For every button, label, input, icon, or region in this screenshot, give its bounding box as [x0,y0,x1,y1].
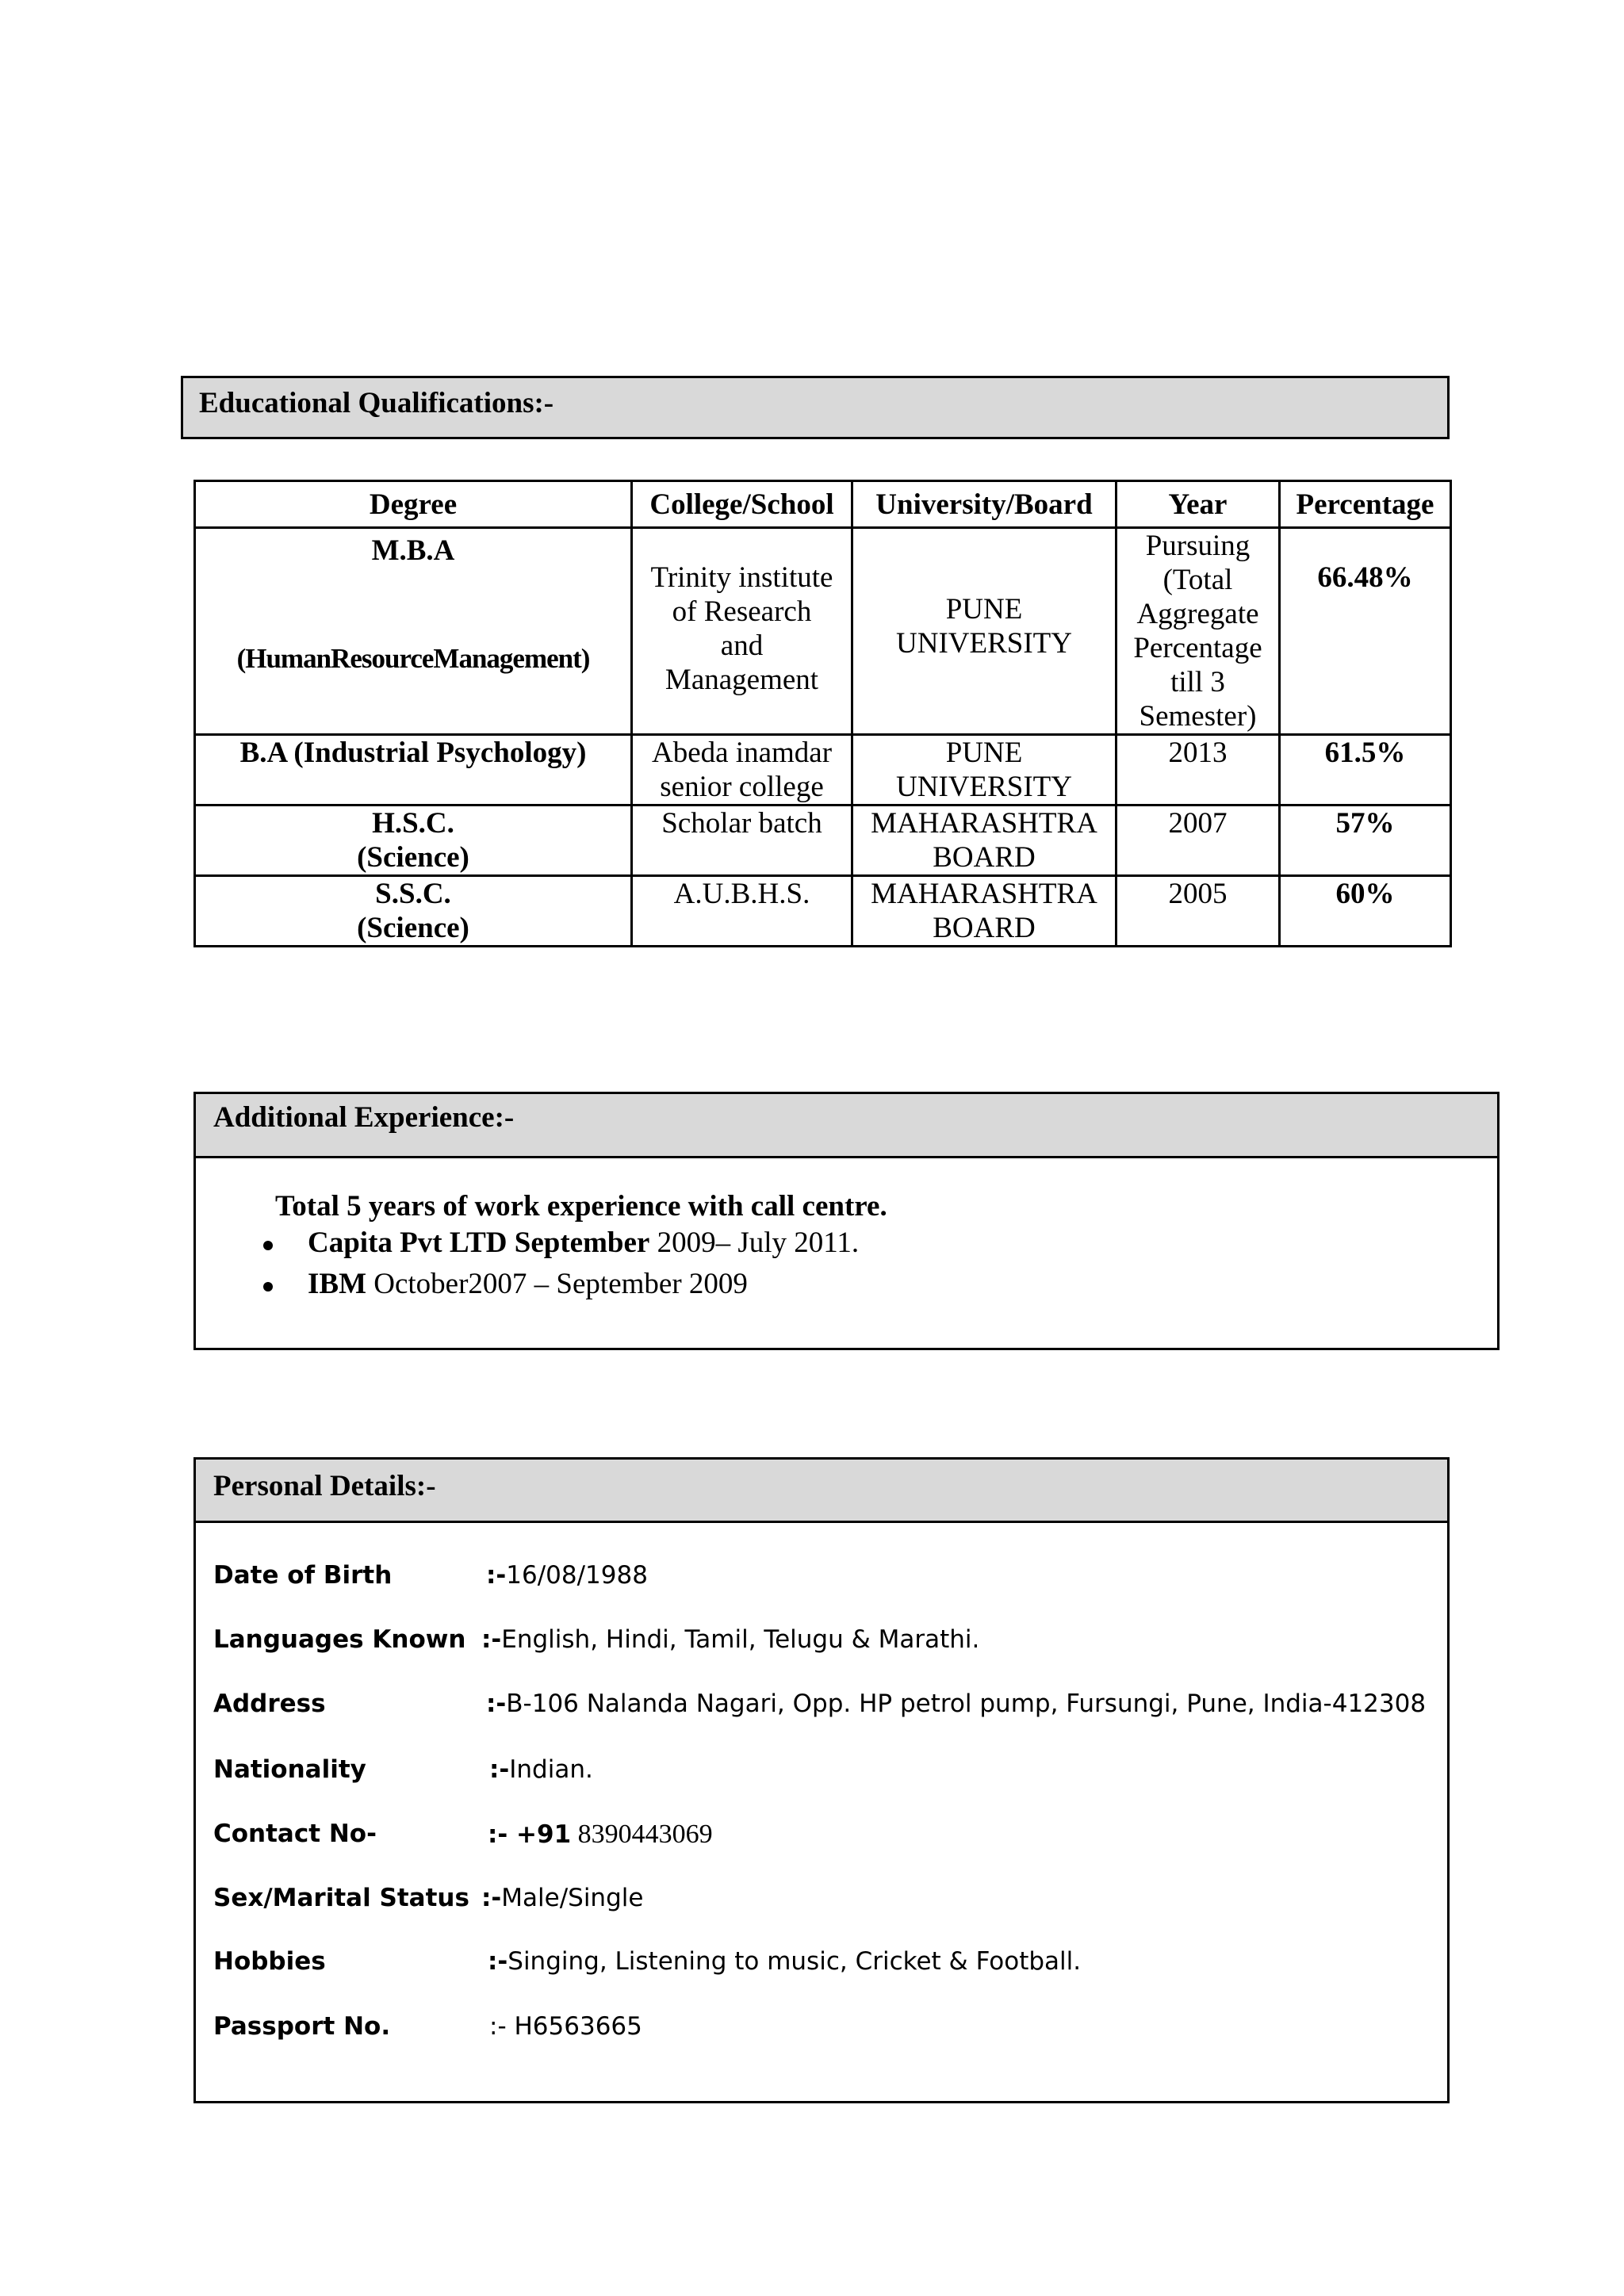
university-cell [852,528,1116,735]
university-line: MAHARASHTRA [871,807,1097,840]
university-cell [852,876,1116,947]
experience-item [263,1267,748,1301]
field-label: Nationality [213,1755,366,1784]
year-cell [1116,528,1280,735]
employment-period: 2009– July 2011. [649,1226,860,1259]
field-value: 16/08/1988 [506,1561,648,1590]
table-row [195,735,1451,806]
field-separator: :- [481,1625,502,1654]
year-cell: 2007 [1116,806,1280,876]
percentage-cell: 66.48% [1280,528,1451,735]
university-line: BOARD [933,841,1036,874]
field-label: Hobbies [213,1947,326,1976]
college-cell [632,528,852,735]
experience-heading: Additional Experience:- [213,1101,515,1134]
college-line: Trinity institute [650,561,833,594]
table-row [195,528,1451,735]
college-cell: A.U.B.H.S. [632,876,852,947]
company-name: IBM [308,1268,366,1300]
field-value: B-106 Nalanda Nagari, Opp. HP petrol pump, Fursungi, Pune, India-412308 [506,1689,1427,1718]
personal-section [193,1457,1450,2103]
field-value: Male/Single [501,1884,644,1912]
field-separator: :- +91 [488,1820,572,1849]
field-label: Languages Known [213,1625,466,1654]
year-line: Aggregate [1136,598,1259,630]
field-label: Date of Birth [213,1561,393,1590]
field-separator: :- [488,1947,508,1976]
field-separator: :- [481,1884,502,1912]
college-line: of Research [672,595,812,628]
personal-section-header [196,1460,1447,1523]
university-cell [852,735,1116,806]
field-label: Sex/Marital Status [213,1884,469,1912]
field-separator: :- [489,2012,507,2041]
field-label: Passport No. [213,2012,391,2041]
field-value: English, Hindi, Tamil, Telugu & Marathi. [501,1625,980,1654]
university-line: UNIVERSITY [896,627,1072,660]
degree-cell [195,806,632,876]
field-separator: :- [486,1689,507,1718]
college-cell [632,735,852,806]
degree-specialization: (HumanResourceManagement) [236,643,590,674]
bullet-icon [263,1241,273,1250]
column-header: Year [1116,481,1280,528]
experience-section [193,1092,1500,1350]
column-header: Degree [195,481,632,528]
year-line: Percentage [1133,632,1262,664]
personal-heading: Personal Details:- [213,1470,436,1502]
degree-specialization: (Science) [357,912,469,944]
year-line: Pursuing [1145,530,1251,562]
field-separator: :- [489,1755,510,1784]
percentage-cell: 61.5% [1280,735,1451,806]
employment-period: October2007 – September 2009 [366,1268,748,1300]
field-value: Indian. [509,1755,593,1784]
percentage-cell: 60% [1280,876,1451,947]
company-name: Capita Pvt LTD September [308,1226,650,1259]
experience-item [263,1226,859,1260]
field-separator: :- [486,1561,507,1590]
year-line: Semester) [1139,700,1257,733]
table-row [195,806,1451,876]
experience-section-header [196,1094,1497,1158]
education-section-header [181,376,1450,439]
university-line: PUNE [945,593,1023,626]
degree-name: H.S.C. [372,807,454,840]
year-cell: 2013 [1116,735,1280,806]
field-label: Contact No- [213,1820,377,1848]
year-line: till 3 [1170,666,1225,698]
university-line: MAHARASHTRA [871,878,1097,910]
degree-specialization: (Science) [357,841,469,874]
college-line: Abeda inamdar [651,737,833,769]
college-line: Management [665,664,819,696]
field-label: Address [213,1689,326,1718]
field-value: H6563665 [506,2012,642,2041]
university-line: PUNE [945,737,1023,769]
education-table [193,480,1452,947]
table-header-row [195,481,1451,528]
education-heading: Educational Qualifications:- [199,387,554,419]
degree-cell: B.A (Industrial Psychology) [195,735,632,806]
degree-cell [195,876,632,947]
university-line: UNIVERSITY [896,771,1072,803]
percentage-cell: 57% [1280,806,1451,876]
university-cell [852,806,1116,876]
field-value: Singing, Listening to music, Cricket & Football. [508,1947,1082,1976]
year-cell: 2005 [1116,876,1280,947]
degree-cell [195,528,632,735]
degree-name: M.B.A [371,534,455,567]
degree-name: S.S.C. [375,878,451,910]
table-row [195,876,1451,947]
column-header: Percentage [1280,481,1451,528]
college-line: and [720,629,764,662]
college-cell: Scholar batch [632,806,852,876]
bullet-icon [263,1282,273,1292]
column-header: University/Board [852,481,1116,528]
field-value: 8390443069 [571,1820,713,1849]
year-line: (Total [1162,564,1233,596]
experience-total: Total 5 years of work experience with call centre. [275,1190,887,1223]
university-line: BOARD [933,912,1036,944]
college-line: senior college [660,771,824,803]
column-header: College/School [632,481,852,528]
